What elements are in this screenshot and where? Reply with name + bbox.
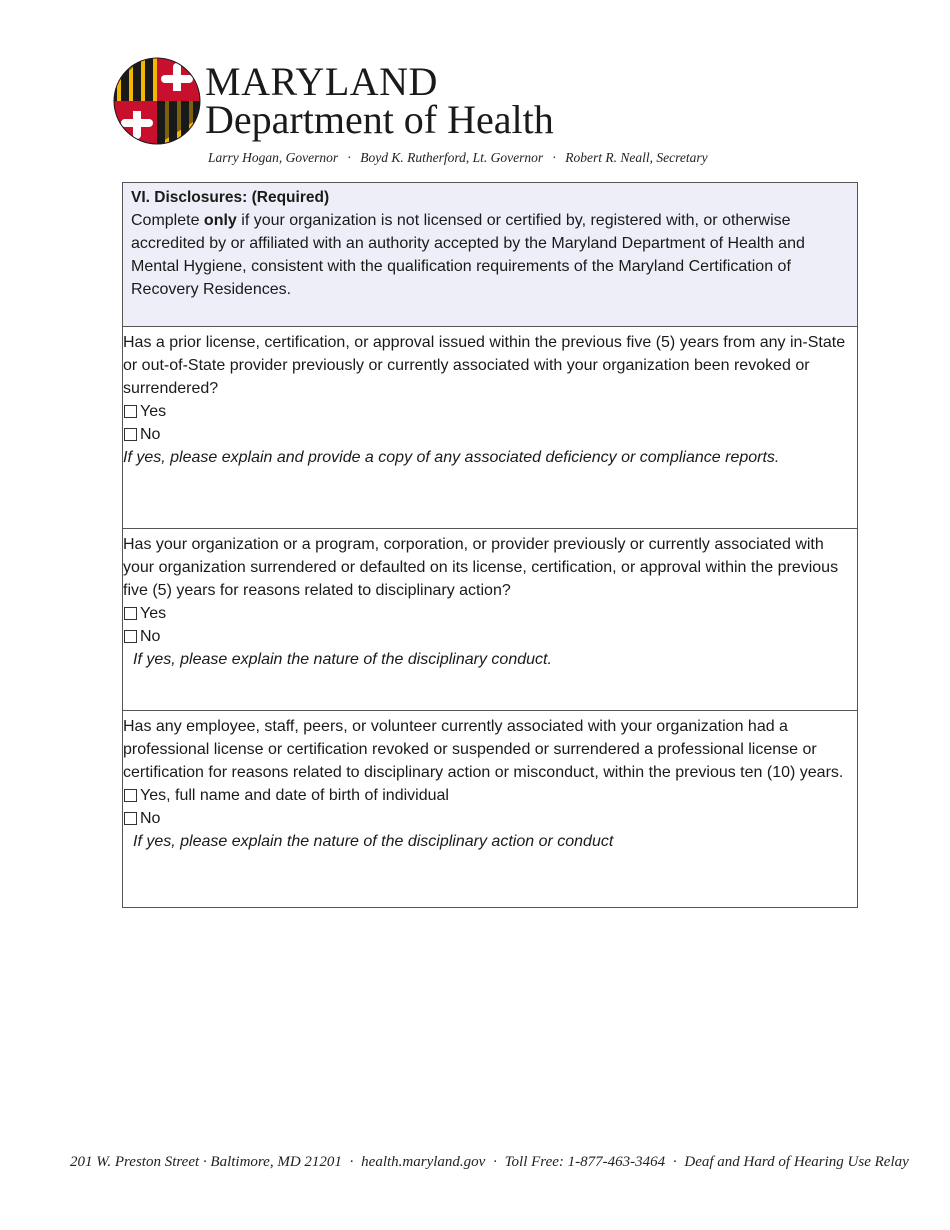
official-governor: Larry Hogan, Governor <box>208 150 339 165</box>
question-text: Has any employee, staff, peers, or volunteer currently associated with your organization had a professional license or certification revoked or suspended or surrendered a professional license or certification for reasons related to disciplinary action or misconduct, within the previous ten (10) years. <box>123 718 844 781</box>
option-no[interactable] <box>123 807 857 830</box>
footer-website[interactable]: health.maryland.gov <box>361 1154 486 1170</box>
separator: · <box>552 150 556 165</box>
org-department: Department of Health <box>205 97 554 142</box>
checkbox-empty-icon[interactable] <box>124 405 137 418</box>
explain-prompt: If yes, please explain the nature of the disciplinary conduct. <box>133 651 552 668</box>
explain-prompt: If yes, please explain the nature of the disciplinary action or conduct <box>133 833 614 850</box>
separator: · <box>349 1154 354 1170</box>
desc-text: if your organization is not licensed or certified by, registered with, or otherwise accredited by or affiliated with an authority accepted by the Maryland Department of Health and Mental Hygiene, consistent with the qualification requirements of the Maryland Certification of Recovery Residences. <box>131 212 805 298</box>
section-header <box>123 183 857 327</box>
separator: · <box>347 150 351 165</box>
checkbox-empty-icon[interactable] <box>124 607 137 620</box>
option-label: Yes <box>140 605 167 622</box>
question-text: Has a prior license, certification, or approval issued within the previous five (5) years from any in-State or out-of-State provider previously or currently associated with your organization been revoked or surrendered? <box>123 334 846 397</box>
option-label: No <box>140 426 161 443</box>
option-yes[interactable] <box>123 784 857 807</box>
official-secretary: Robert R. Neall, Secretary <box>565 150 708 165</box>
separator: · <box>672 1154 677 1170</box>
maryland-flag-logo <box>113 57 201 145</box>
disclosures-form <box>122 182 858 908</box>
official-lt-governor: Boyd K. Rutherford, Lt. Governor <box>360 150 544 165</box>
option-label: No <box>140 810 161 827</box>
question-block-2 <box>123 529 857 711</box>
option-label: No <box>140 628 161 645</box>
option-no[interactable] <box>123 423 857 446</box>
checkbox-empty-icon[interactable] <box>124 789 137 802</box>
separator: · <box>493 1154 497 1170</box>
option-label: Yes <box>140 403 167 420</box>
footer-address <box>70 1154 909 1171</box>
section-title: VI. Disclosures: (Required) <box>131 189 330 206</box>
question-text: Has your organization or a program, corporation, or provider previously or currently associated with your organization surrendered or defaulted on its license, certification, or approval within the previous five (5) years for reasons related to disciplinary action? <box>123 536 839 599</box>
checkbox-empty-icon[interactable] <box>124 812 137 825</box>
officials-line <box>208 150 708 166</box>
footer-address-line: 201 W. Preston Street · Baltimore, MD 21201 <box>70 1154 342 1170</box>
footer-phone: Toll Free: 1-877-463-3464 <box>504 1154 666 1170</box>
explain-prompt: If yes, please explain and provide a copy of any associated deficiency or compliance reports. <box>123 449 780 466</box>
checkbox-empty-icon[interactable] <box>124 630 137 643</box>
option-label: Yes, full name and date of birth of individual <box>140 787 449 804</box>
option-no[interactable] <box>123 625 857 648</box>
checkbox-empty-icon[interactable] <box>124 428 137 441</box>
section-description <box>131 209 849 301</box>
question-block-3 <box>123 711 857 907</box>
option-yes[interactable] <box>123 602 857 625</box>
footer-relay: Deaf and Hard of Hearing Use Relay <box>684 1154 909 1170</box>
org-name <box>205 59 554 142</box>
option-yes[interactable] <box>123 400 857 423</box>
question-block-1 <box>123 327 857 529</box>
desc-text: Complete <box>131 212 204 229</box>
desc-emphasis: only <box>203 212 237 229</box>
org-state: MARYLAND <box>205 59 438 104</box>
